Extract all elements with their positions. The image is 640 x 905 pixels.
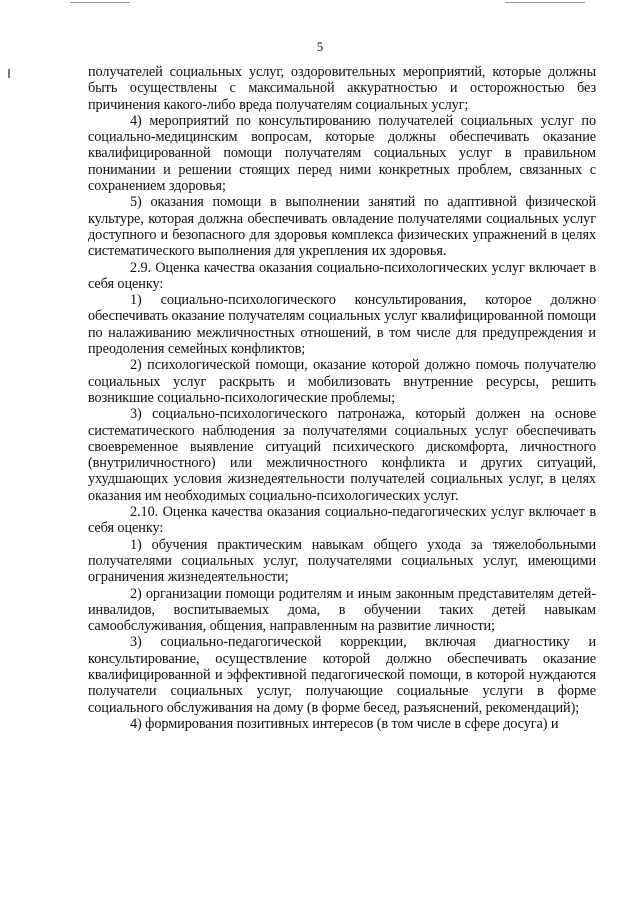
paragraph-ped-item-1: 1) обучения практическим навыкам общего ухода за тяжелобольными получателями социальных услуг, получателями социальных услуг, имеющими ограничения жизнедеятельности; (88, 536, 596, 586)
scan-edge-line-right (505, 2, 585, 3)
paragraph-psych-item-3: 3) социально-психологического патронажа, который должен на основе систематического наблюдения за получателями социальных услуг обеспечивать своевременное выявление ситуаций психического дискомфорта, личностного (внутриличностного) или межличностного конфликта и других ситуаций, ухудшающих условия жизнедеятельности получателей социальных услуг, в целях оказания им необходимых социально-психологических услуг. (88, 406, 596, 504)
paragraph-continuation: получателей социальных услуг, оздоровительных мероприятий, которые должны быть осуществлены с максимальной аккуратностью и осторожностью без причинения какого-либо вреда получателям социальных услуг; (88, 64, 596, 113)
paragraph-section-2-10: 2.10. Оценка качества оказания социально-педагогических услуг включает в себя оценку: (88, 504, 596, 537)
paragraph-psych-item-1: 1) социально-психологического консультирования, которое должно обеспечивать оказание получателям социальных услуг квалифицированной помощи по налаживанию межличностных отношений, в том числе для предупреждения и преодоления семейных конфликтов; (88, 292, 596, 358)
document-body (88, 64, 596, 732)
paragraph-ped-item-2: 2) организации помощи родителям и иным законным представителям детей-инвалидов, воспитываемых дома, в обучении таких детей навыкам самообслуживания, общения, направленным на развитие личности; (88, 585, 596, 635)
paragraph-ped-item-4: 4) формирования позитивных интересов (в том числе в сфере досуга) и (130, 715, 559, 732)
scan-edge-line-left (70, 2, 130, 3)
paragraph-medical-item-4: 4) мероприятий по консультированию получателей социальных услуг по социально-медицинским вопросам, которые должны обеспечивать оказание квалифицированной помощи получателям социальных услуг в правильном понимании и решении стоящих перед ними конкретных проблем, связанных с сохранением здоровья; (88, 112, 596, 195)
paragraph-ped-item-3: 3) социально-педагогической коррекции, включая диагностику и консультирование, осуществление которой должно обеспечивать оказание квалифицированной и эффективной педагогической помощи, в которой нуждаются получатели социальных услуг, получающие социальные услуги в форме социального обслуживания на дому (в форме бесед, разъяснений, рекомендаций); (88, 634, 596, 716)
paragraph-section-2-9: 2.9. Оценка качества оказания социально-психологических услуг включает в себя оценку: (88, 259, 596, 292)
paragraph-psych-item-2: 2) психологической помощи, оказание которой должно помочь получателю социальных услуг раскрыть и мобилизовать внутренние ресурсы, решить возникшие социально-психологические проблемы; (88, 357, 596, 406)
scan-margin-mark (8, 69, 10, 78)
paragraph-medical-item-5: 5) оказания помощи в выполнении занятий по адаптивной физической культуре, которая должна обеспечивать овладение получателями социальных услуг доступного и безопасного для здоровья комплекса физических упражнений в целях систематического выполнения для укрепления их здоровья. (88, 194, 596, 260)
page-number: 5 (316, 39, 324, 54)
